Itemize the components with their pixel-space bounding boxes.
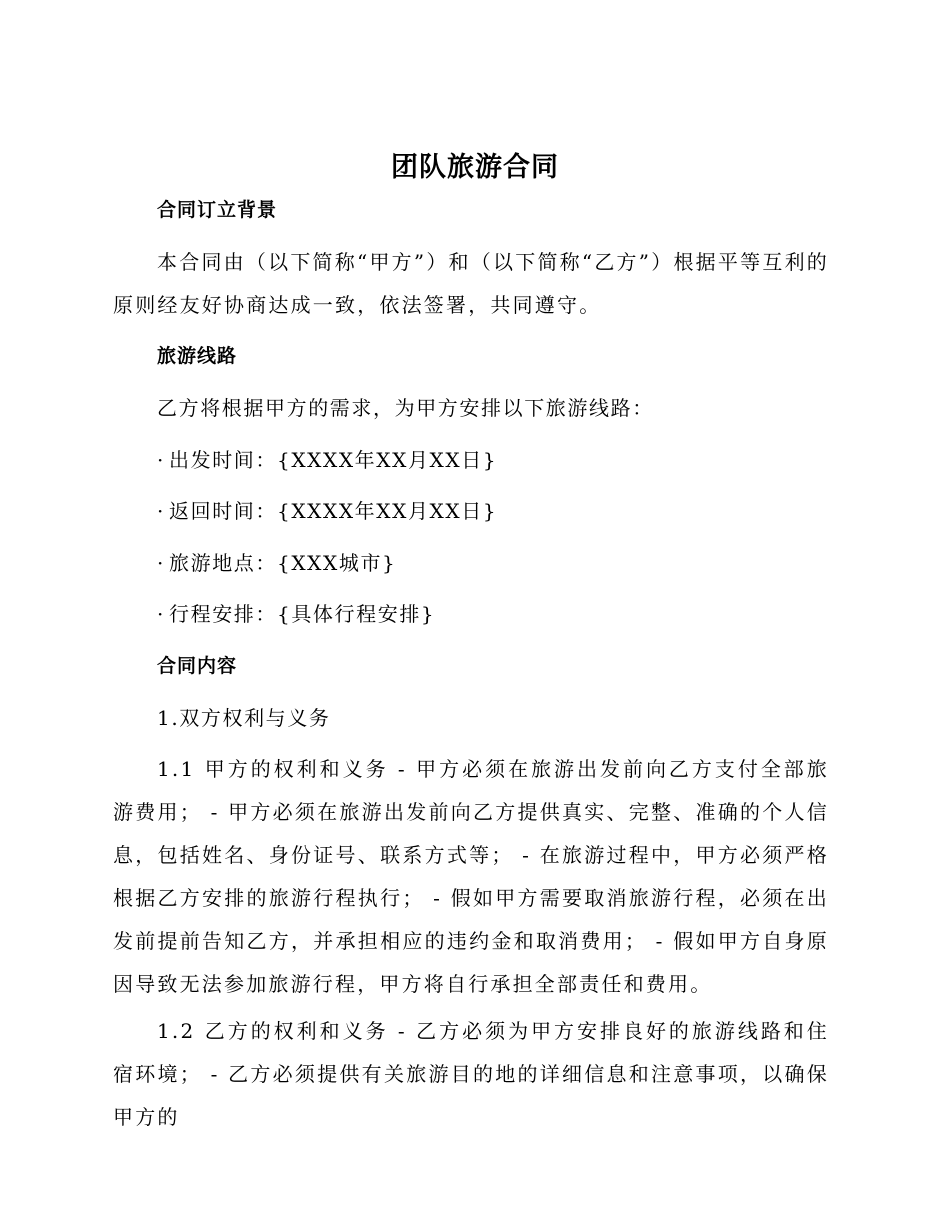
route-item-text: 行程安排：{具体行程安排}	[169, 602, 436, 626]
route-item-return	[157, 496, 497, 526]
clause-1-2: 1.2 乙方的权利和义务 - 乙方必须为甲方安排良好的旅游线路和住宿环境； - 乙方必须提供有关旅游目的地的详细信息和注意事项，以确保甲方的	[113, 1019, 829, 1129]
route-intro: 乙方将根据甲方的需求，为甲方安排以下旅游线路：	[157, 396, 654, 420]
section-heading-route: 旅游线路	[157, 345, 238, 367]
route-item-departure	[157, 445, 497, 475]
page-title: 团队旅游合同	[391, 152, 559, 183]
bullet-icon: ·	[157, 602, 165, 626]
route-item-itinerary	[157, 599, 435, 629]
background-paragraph: 本合同由（以下简称“甲方”）和（以下简称“乙方”）根据平等互利的原则经友好协商达成一致，依法签署，共同遵守。	[113, 250, 829, 317]
route-item-text: 旅游地点：{XXX城市}	[169, 551, 397, 575]
route-item-text: 出发时间：{XXXX年XX月XX日}	[169, 448, 498, 472]
content-subheading: 1.双方权利与义务	[157, 706, 331, 730]
route-item-text: 返回时间：{XXXX年XX月XX日}	[169, 499, 498, 523]
bullet-icon: ·	[157, 499, 165, 523]
section-heading-background: 合同订立背景	[157, 199, 278, 221]
clause-1-1: 1.1 甲方的权利和义务 - 甲方必须在旅游出发前向乙方支付全部旅游费用； - 甲方必须在旅游出发前向乙方提供真实、完整、准确的个人信息，包括姓名、身份证号、联系方式等； - 在旅游过程中，甲方必须严格根据乙方安排的旅游行程执行； - 假如甲方需要取消旅游行程，必须在出发前提前告知乙方，并承担相应的违约金和取消费用； - 假如甲方自身原因导致无法参加旅游行程，甲方将自行承担全部责任和费用。	[113, 757, 829, 996]
bullet-icon: ·	[157, 448, 165, 472]
route-item-destination	[157, 548, 396, 578]
bullet-icon: ·	[157, 551, 165, 575]
section-heading-content: 合同内容	[157, 655, 238, 677]
